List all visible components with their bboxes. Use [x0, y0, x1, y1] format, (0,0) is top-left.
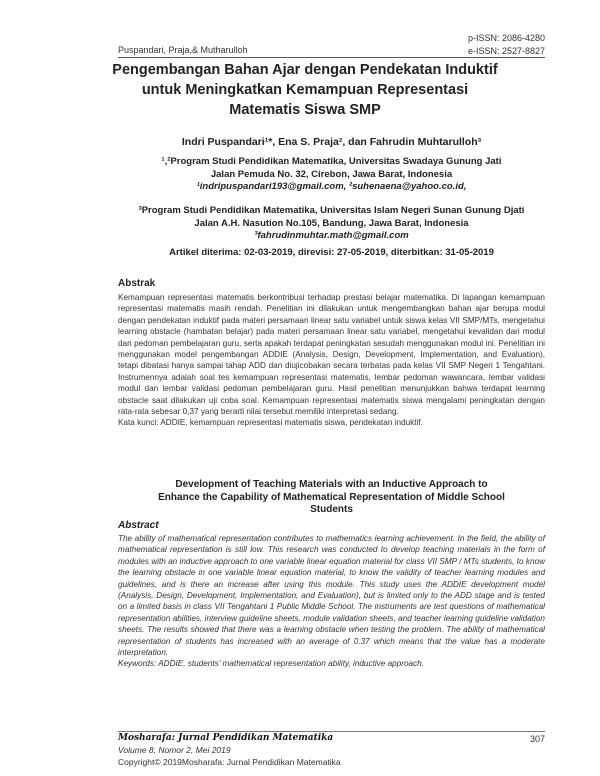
- affiliation-1-institution: ¹,²Program Studi Pendidikan Matematika, Universitas Swadaya Gunung Jati: [161, 156, 502, 167]
- running-head: Puspandari, Praja,& Mutharulloh: [118, 45, 248, 55]
- authors: Indri Puspandari¹*, Ena S. Praja², dan Fahrudin Muhtarulloh³: [181, 136, 482, 148]
- abstract-body: Kemampuan representasi matematis berkontribusi terhadap prestasi belajar matematika. Di lapangan kemampuan representasi matematis masih rendah. Penelitian ini dilakukan untuk mengembangkan bahan ajar berupa modul dengan pendekatan induktif pada materi persamaan linear satu variabel untuk siswa kelas VII SMP/MTs, mengetahui learning obstacle (hambatan belajar) pada materi persamaan linear satu variabel, mengetahui kevalidan dari modul dan pedoman pembelajaran guru, serta apakah terdapat peningkatan sesudah menggunakan modul ini. Penelitian ini menggunakan model pengembangan ADDIE (Analysis, Design, Development, Implementation, and Evaluation), tetapi dibatasi hanya sampai tahap ADD dan diujicobakan secara terbatas pada kelas VII SMP Negeri 1 Tengahtani. Instrumennya adalah soal tes kemampuan representasi matematis, lembar pedoman wawancara, lembar validasi modul dan lembar validasi pedoman pembelajaran guru. Hasil penelitian menunjukkan bahwa terdapat learning obstacle saat dilakukan uji coba soal. Kemampuan representasi matematis siswa mengalami peningkatan dengan rata-rata sebesar 0,37 yang berarti nilai tersebut memiliki interpretasi sedang.: [118, 293, 545, 417]
- article-dates: Artikel diterima: 02-03-2019, direvisi: 27-05-2019, diterbitkan: 31-05-2019: [169, 247, 494, 258]
- english-title-line-1: Development of Teaching Materials with an Inductive Approach to: [175, 479, 488, 490]
- p-issn: p-ISSN: 2086-4280: [467, 33, 545, 43]
- journal-name: Mosharafa: Jurnal Pendidikan Matematika: [118, 733, 334, 743]
- english-title: [118, 479, 545, 517]
- english-title-line-3: Students: [310, 504, 353, 515]
- volume-info: Volume 8, Nomor 2, Mei 2019: [118, 745, 231, 755]
- e-issn: e-ISSN: 2527-8827: [467, 46, 545, 56]
- english-abstract-body: The ability of mathematical representation contributes to mathematics learning achievement. In the field, the ability of mathematical representation is still low. This research was conducted to develop teaching materials in the form of modules with an inductive approach to one variable linear equation material for class VII SMP / MTs students, to know the learning obstacle in one variable linear equation material, to know the validity of teacher learning modules and guidelines, and is there an increase after using this module. This study uses the ADDIE development model (Analysis, Design, Development, Implementation, and Evaluation), but is limited only to the ADD stage and is tested on a limited basis in class VII Tengahtani 1 Public Middle School. The instruments are test questions of mathematical representation abilities, interview guideline sheets, module validation sheets, and teacher learning guideline validation sheets. The results showed that there was a learning obstacle when testing the problem. The ability of mathematical representation of students has increased with an average of 0.37 which means that the value has a moderate interpretation.: [118, 534, 545, 658]
- english-keywords: Keywords: ADDIE, students' mathematical representation ability, inductive approach.: [118, 659, 425, 669]
- affiliation-1: [118, 156, 545, 194]
- title-line-2: untuk Meningkatkan Kemampuan Representasi: [141, 82, 469, 98]
- header-rule: [118, 57, 545, 58]
- title-line-1: Pengembangan Bahan Ajar dengan Pendekatan Induktif: [112, 62, 498, 78]
- affiliation-2: [118, 205, 545, 243]
- affiliation-2-institution: ³Program Studi Pendidikan Matematika, Universitas Islam Negeri Sunan Gunung Djati: [138, 205, 525, 216]
- title-line-3: Matematis Siswa SMP: [229, 102, 381, 118]
- affiliation-1-emails: ¹indripuspandari193@gmail.com, ²suhenaena@yahoo.co.id,: [196, 181, 467, 192]
- paper-title: [105, 60, 505, 120]
- english-abstract-heading: Abstract: [118, 520, 159, 531]
- english-title-line-2: Enhance the Capability of Mathematical Representation of Middle School: [158, 491, 505, 503]
- abstract-indonesian: [118, 292, 545, 429]
- affiliation-2-address: Jalan A.H. Nasution No.105, Bandung, Jawa Barat, Indonesia: [194, 217, 469, 229]
- copyright: Copyright© 2019Mosharafa: Jurnal Pendidikan Matematika: [118, 757, 341, 767]
- page-number: 307: [529, 734, 545, 744]
- abstract-keywords: Kata kunci: ADDIE, kemampuan representasi matematis siswa, pendekatan induktif.: [118, 418, 423, 428]
- footer-rule: [118, 731, 545, 732]
- affiliation-2-email: ³fahrudinmuhtar.math@gmail.com: [254, 230, 409, 241]
- abstract-english: [118, 533, 545, 670]
- abstract-heading: Abstrak: [118, 278, 156, 289]
- affiliation-1-address: Jalan Pemuda No. 32, Cirebon, Jawa Barat, Indonesia: [210, 168, 453, 180]
